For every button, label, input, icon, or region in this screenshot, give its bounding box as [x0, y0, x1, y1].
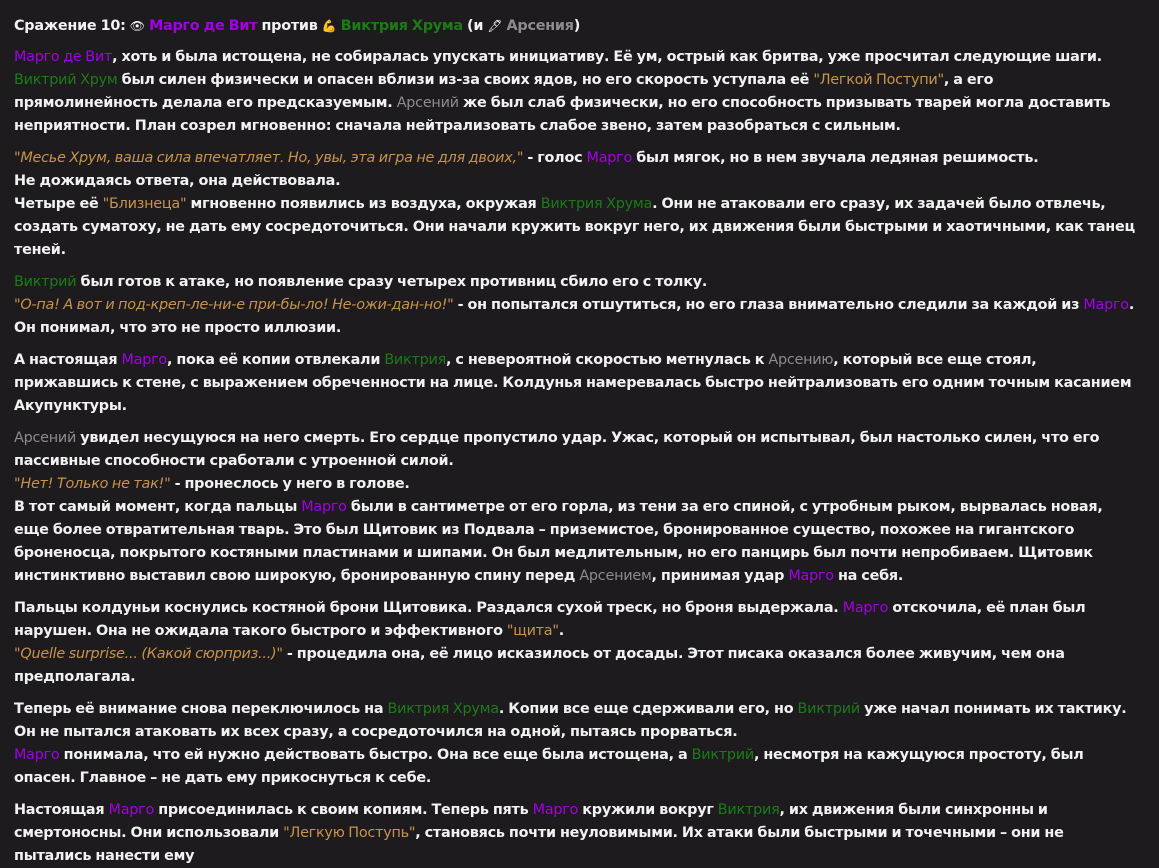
narration-text: Настоящая	[14, 802, 109, 818]
character-viktriy: Виктрия Хрума	[387, 701, 499, 717]
character-margo: Марго	[14, 747, 60, 763]
narration-text: .	[558, 623, 564, 639]
narration-text: - процедила она, её лицо исказилось от досады. Этот писака оказался более живучим, чем она предполагала.	[14, 646, 1065, 685]
ability-name: "Близнеца"	[102, 196, 187, 212]
narration-text: - голос	[523, 150, 587, 166]
title-close-paren: )	[573, 18, 581, 34]
story-paragraph	[14, 698, 1141, 790]
narration-text: отскочила, её план был нарушен. Она не ожидала такого быстрого и эффективного	[14, 600, 1086, 639]
quote-text: "Quelle surprise... (Какой сюрприз...)"	[14, 646, 283, 662]
ability-name: "щита"	[506, 623, 559, 639]
fighter-margo-name: Марго де Вит	[148, 18, 258, 34]
character-margo: Марго	[788, 568, 834, 584]
narration-text: , несмотря на кажущуюся простоту, был опасен. Главное – не дать ему прикоснуться к себе.	[14, 747, 1084, 786]
narration-text: В тот самый момент, когда пальцы	[14, 499, 302, 515]
eye-icon: 👁	[129, 19, 145, 33]
narration-text: . Они не атаковали его сразу, их задачей было отвлечь, создать суматоху, не дать ему сосредоточиться. Они начали кружить вокруг него, их движения были быстрыми и хаотичными, как танец теней.	[14, 196, 1135, 258]
character-viktriy: Виктрий	[14, 274, 77, 290]
battle-title	[14, 15, 1141, 38]
ability-name: "Легкой Поступи"	[813, 72, 944, 88]
story-paragraph	[14, 427, 1141, 588]
character-margo: Марго	[586, 150, 633, 166]
narration-text: был мягок, но в нем звучала ледяная решимость.	[632, 150, 1039, 166]
narration-text: был готов к атаке, но появление сразу четырех противниц сбило его с толку.	[76, 274, 708, 290]
story-line	[14, 193, 1141, 262]
story-line	[14, 799, 1141, 868]
narration-text: Пальцы колдуньи коснулись костяной брони Щитовика. Раздался сухой треск, но броня выдержала.	[14, 600, 843, 616]
narration-text: . Копии все еще сдерживали его, но	[498, 701, 798, 717]
character-viktriy: Виктрий	[797, 701, 860, 717]
fighter-viktriy-name: Виктрия Хрума	[340, 18, 463, 34]
story-line	[14, 349, 1141, 418]
narration-text: , а его прямолинейность делала его предсказуемым.	[14, 72, 994, 111]
narration-text: были в сантиметре от его горла, из тени за его спиной, с утробным рыком, вырвалась новая, еще более отвратительная тварь. Это был	[14, 499, 1103, 538]
narration-text: Четыре её	[14, 196, 103, 212]
story-line	[14, 744, 1141, 790]
character-margo: Марго	[301, 499, 347, 515]
story-line	[14, 427, 1141, 473]
story-paragraph	[14, 271, 1141, 340]
story-line	[14, 170, 1141, 193]
versus-text: против	[257, 18, 322, 34]
creature-name: Щитовик из Подвала	[362, 522, 535, 538]
character-arseniy: Арсений	[14, 430, 77, 446]
narration-text: , хоть и была истощена, не собиралась упускать инициативу. Её ум, острый как бритва, уже просчитал следующие шаги.	[112, 49, 1102, 65]
story-line	[14, 294, 1141, 340]
story-paragraph	[14, 147, 1141, 262]
story-line	[14, 496, 1141, 588]
narration-text: на себя.	[833, 568, 904, 584]
narration-text: – приземистое, бронированное существо, похожее на гигантского броненосца, покрытого костяными пластинами и шипами. Он был медлительным, но его панцирь был почти непробиваем. Щитовик инстинктивно выставил свою широкую, бронированную спину перед	[14, 522, 1093, 584]
story-line	[14, 473, 1141, 496]
character-viktriy: Виктрия Хрума	[540, 196, 653, 212]
narration-text: , пока её копии отвлекали	[166, 352, 385, 368]
character-viktriy: Виктрий	[691, 747, 754, 763]
quote-text: "Месье Хрум, ваша сила впечатляет. Но, увы, эта игра не для двоих,"	[14, 150, 524, 166]
character-margo: Марго	[842, 600, 889, 616]
character-margo: Марго	[1083, 297, 1129, 313]
story-line	[14, 147, 1141, 170]
narration-text: же был слаб физически, но его способность призывать тварей могла доставить неприятности. План созрел мгновенно: сначала нейтрализовать слабое звено, затем разобраться с сильным.	[14, 95, 1111, 134]
story-paragraph	[14, 46, 1141, 138]
story-paragraph	[14, 349, 1141, 418]
story-paragraph	[14, 799, 1141, 868]
story-line	[14, 698, 1141, 744]
character-margo: Марго де Вит	[14, 49, 113, 65]
character-arseniy: Арсений	[396, 95, 459, 111]
narration-text: мгновенно появились из воздуха, окружая	[186, 196, 541, 212]
narration-text: - он попытался отшутиться, но его глаза внимательно следили за каждой из	[453, 297, 1084, 313]
narration-text: понимала, что ей нужно действовать быстро. Она все еще была истощена, а	[59, 747, 692, 763]
quote-text: "Нет! Только не так!"	[14, 476, 171, 492]
narration-text: увидел несущуюся на него смерть. Его сердце пропустило удар. Ужас, который он испытывал, был настолько силен, что его пассивные способности сработали с утроенной силой.	[14, 430, 1100, 469]
story-line	[14, 271, 1141, 294]
story-paragraphs	[14, 46, 1141, 868]
battle-title-prefix: Сражение 10:	[14, 18, 130, 34]
narration-text: , принимая удар	[651, 568, 789, 584]
narration-text: присоединилась к своим копиям. Теперь пять	[154, 802, 533, 818]
story-paragraph	[14, 597, 1141, 689]
narration-text: Не дожидаясь ответа, она действовала.	[14, 173, 341, 189]
narration-text: , их движения были синхронны и смертоносны. Они использовали	[14, 802, 1048, 841]
character-arseniy: Арсением	[579, 568, 652, 584]
character-viktriy: Виктрия	[717, 802, 780, 818]
ability-name: "Легкую Поступь"	[283, 825, 416, 841]
narration-text: , который все еще стоял, прижавшись к стене, с выражением обреченности на лице. Колдунья намеревалась быстро нейтрализовать его одним точным касанием Акупунктуры.	[14, 352, 1132, 414]
fighter-arseniy-name: Арсения	[506, 18, 574, 34]
and-text: (и	[462, 18, 488, 34]
narration-text: , становясь почти неуловимыми. Их атаки были быстрыми и точечными – они не пытались нанести ему	[14, 825, 1064, 864]
narration-text: был силен физически и опасен вблизи из-за своих ядов, но его скорость уступала её	[117, 72, 814, 88]
story-line	[14, 643, 1141, 689]
character-viktriy: Виктрий Хрум	[14, 72, 118, 88]
character-viktriy: Виктрия	[384, 352, 447, 368]
narration-text: , с невероятной скоростью метнулась к	[446, 352, 769, 368]
narration-text: Теперь её внимание снова переключилось на	[14, 701, 388, 717]
narration-text: А настоящая	[14, 352, 122, 368]
character-arseniy: Арсению	[768, 352, 834, 368]
character-margo: Марго	[121, 352, 167, 368]
pen-icon: 🖋	[487, 19, 503, 33]
narration-text: уже начал понимать их тактику. Он не пытался атаковать их всех сразу, а сосредоточился на одной, пытаясь прорваться.	[14, 701, 1127, 740]
story-line	[14, 46, 1141, 138]
character-margo: Марго	[108, 802, 155, 818]
narration-text: . Он понимал, что это не просто иллюзии.	[14, 297, 1135, 336]
muscle-icon: 💪	[321, 19, 337, 33]
story-line	[14, 597, 1141, 643]
quote-text: "О-па! А вот и под-креп-ле-ни-е при-бы-ло! Не-ожи-дан-но!"	[14, 297, 454, 313]
character-margo: Марго	[532, 802, 579, 818]
narration-text: - пронеслось у него в голове.	[170, 476, 410, 492]
narration-text: кружили вокруг	[578, 802, 718, 818]
